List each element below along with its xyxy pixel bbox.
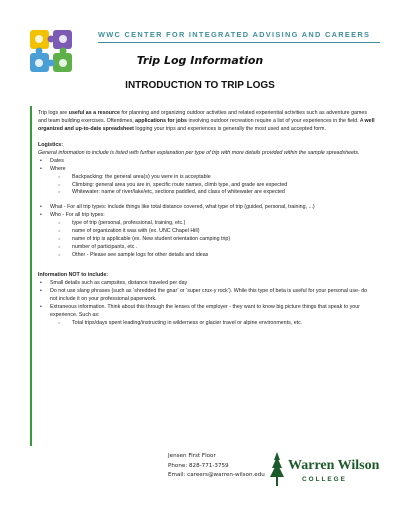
college-brand-sub: COLLEGE	[302, 476, 347, 483]
logistics-heading: Logistics:	[38, 141, 64, 148]
logistics-list	[38, 158, 375, 198]
intro-bold-1: useful as a resource	[68, 110, 120, 116]
list-item	[38, 166, 375, 198]
main-content	[30, 106, 375, 446]
list-item: ○ name of trip is applicable (ex. New student orientation camping trip)	[58, 236, 375, 244]
header-divider	[98, 42, 380, 43]
intro-text-4: logging your trips and experiences is generally the most used and accepted form.	[133, 125, 326, 132]
intro-text-3: involving outdoor recreation require a list of your experiences in the field. A	[186, 117, 365, 124]
extraneous-text: Extraneous information. Think about this through the lenses of the employer - they want to know big picture things that speak to your experience. Such as:	[50, 303, 360, 318]
page-subtitle: INTRODUCTION TO TRIP LOGS	[125, 80, 275, 91]
not-include-heading: Information NOT to include:	[38, 271, 109, 278]
list-item: • What - For all trip types: include things like total distance covered, what type of trip (guided, personal, training, ...)	[38, 204, 375, 212]
where-sublist	[58, 174, 375, 198]
list-item: • Small details such as campsites, distance traveled per day	[38, 280, 375, 288]
where-label: Where	[50, 165, 66, 172]
college-brand-name: Warren Wilson	[288, 458, 380, 473]
list-item: ○ Whitewater: name of river/lake/etc, sections paddled, and class of whitewater are expected	[58, 189, 375, 197]
office-location: Jensen First Floor	[168, 453, 216, 459]
logistics-list-2	[38, 204, 375, 260]
logistics-note: General information to include is listed with further explanation per type of trip with more details provided within the sample spreadsheets.	[38, 149, 360, 156]
list-item	[38, 304, 375, 328]
not-include-list	[38, 280, 375, 328]
center-name: WWC CENTER FOR INTEGRATED ADVISING AND CAREERS	[98, 30, 371, 39]
contact-info	[168, 452, 265, 481]
intro-text-2: for planning and organizing outdoor activities and related experiential activities such as adventure games and team building exercises. Oftentimes,	[38, 110, 367, 124]
list-item: ○ Total trips/days spent leading/instructing in wilderness or glacier travel or alpine environments, etc.	[58, 320, 375, 328]
list-item	[38, 212, 375, 260]
list-item: • Do not use slang phrases (such as ‘shredded the gnar’ or ‘super crux-y rock’). While this type of beta is useful for your personal use- do not include it on your professional paperwork.	[38, 288, 375, 304]
phone-number: Phone: 828-771-3759	[168, 462, 229, 469]
list-item: ○ Other - Please see sample logs for other details and ideas	[58, 252, 375, 260]
list-item: ○ Backpacking: the general area(s) you were in is acceptable	[58, 174, 375, 182]
who-label: Who - For all trip types:	[50, 212, 105, 219]
email-address[interactable]: Email: careers@warren-wilson.edu	[168, 472, 265, 478]
center-logo-icon	[28, 28, 74, 74]
list-item: • Dates	[38, 158, 375, 166]
list-item: ○ type of trip (personal, professional, training, etc.)	[58, 220, 375, 228]
intro-bold-3: well organized and up-to-date spreadsheet	[38, 117, 375, 132]
page-title: Trip Log Information	[136, 54, 264, 67]
list-item: ○ number of participants, etc .	[58, 244, 375, 252]
intro-bold-2: applications for jobs	[135, 117, 187, 124]
intro-paragraph	[38, 110, 375, 134]
list-item: ○ name of organization it was with (ex. UNC Chapel Hill)	[58, 228, 375, 236]
not-include-sublist	[58, 320, 375, 328]
who-sublist	[58, 220, 375, 260]
intro-text-1: Trip logs are	[38, 110, 69, 116]
list-item: ○ Climbing: general area you are in, specific route names, climb type, and grade are expected	[58, 182, 375, 190]
tree-logo-icon	[268, 452, 286, 488]
